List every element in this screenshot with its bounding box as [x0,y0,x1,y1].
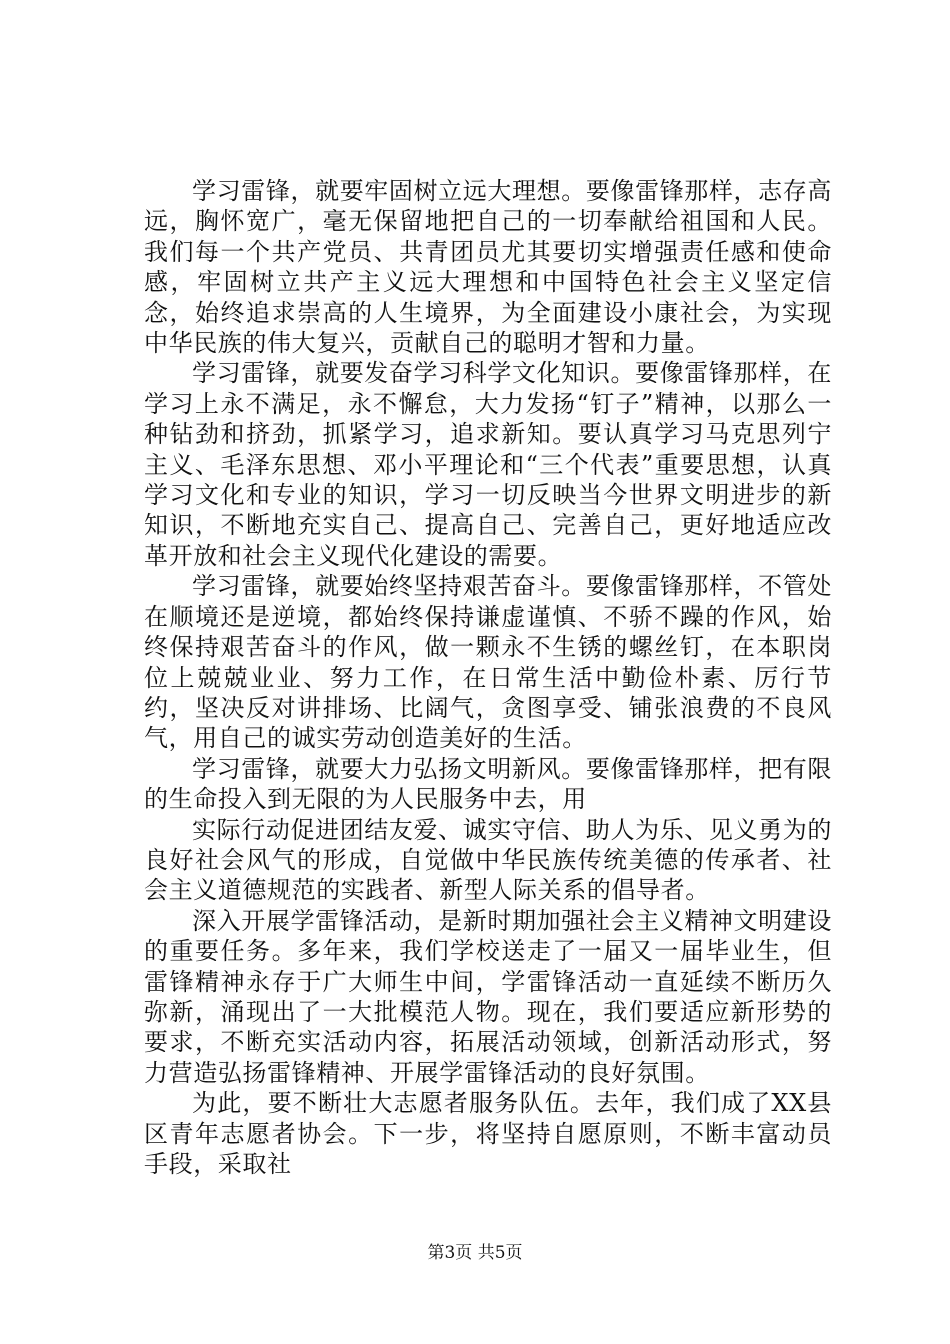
page-number-footer: 第3页 共5页 [427,1243,523,1263]
paragraph-action: 实际行动促进团结友爱、诚实守信、助人为乐、见义勇为的良好社会风气的形成，自觉做中华民族传统美德的传承者、社会主义道德规范的实践者、新型人际关系的倡导者。 [144,815,832,905]
paragraph-study: 学习雷锋，就要发奋学习科学文化知识。要像雷锋那样，在学习上永不满足，永不懈怠，大力发扬“钉子”精神，以那么一种钻劲和挤劲，抓紧学习，追求新知。要认真学习马克思列宁主义、毛泽东思想、邓小平理论和“三个代表”重要思想，认真学习文化和专业的知识，学习一切反映当今世界文明进步的新知识，不断地充实自己、提高自己、完善自己，更好地适应改革开放和社会主义现代化建设的需要。 [144,359,832,570]
paragraph-civility: 学习雷锋，就要大力弘扬文明新风。要像雷锋那样，把有限的生命投入到无限的为人民服务中去，用 [144,754,832,814]
paragraph-volunteers: 为此，要不断壮大志愿者服务队伍。去年，我们成了XX县区青年志愿者协会。下一步，将坚持自愿原则，不断丰富动员手段，采取社 [144,1089,832,1178]
paragraph-ideals: 学习雷锋，就要牢固树立远大理想。要像雷锋那样，志存高远，胸怀宽广，毫无保留地把自己的一切奉献给祖国和人民。我们每一个共产党员、共青团员尤其要切实增强责任感和使命感，牢固树立共产主义远大理想和中国特色社会主义坚定信念，始终追求崇高的人生境界，为全面建设小康社会，为实现中华民族的伟大复兴，贡献自己的聪明才智和力量。 [144,177,832,358]
document-body [144,176,832,1179]
paragraph-hard-work: 学习雷锋，就要始终坚持艰苦奋斗。要像雷锋那样，不管处在顺境还是逆境，都始终保持谦虚谨慎、不骄不躁的作风，始终保持艰苦奋斗的作风，做一颗永不生锈的螺丝钉，在本职岗位上兢兢业业、努力工作，在日常生活中勤俭朴素、厉行节约，坚决反对讲排场、比阔气，贪图享受、铺张浪费的不良风气，用自己的诚实劳动创造美好的生活。 [144,572,832,753]
paragraph-activities: 深入开展学雷锋活动，是新时期加强社会主义精神文明建设的重要任务。多年来，我们学校送走了一届又一届毕业生，但雷锋精神永存于广大师生中间，学雷锋活动一直延续不断历久弥新，涌现出了一大批模范人物。现在，我们要适应新形势的要求，不断充实活动内容，拓展活动领域，创新活动形式，努力营造弘扬雷锋精神、开展学雷锋活动的良好氛围。 [144,906,832,1087]
